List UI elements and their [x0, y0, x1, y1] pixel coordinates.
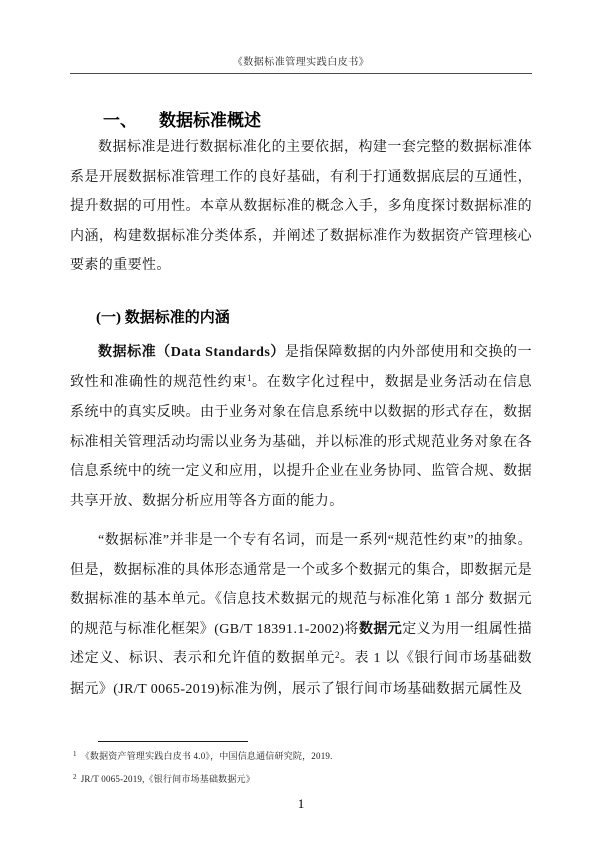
footnote [73, 750, 513, 763]
subsection-title: (一) 数据标准的内涵 [96, 310, 230, 327]
subsection-heading [96, 306, 230, 327]
page-number: 1 [297, 796, 305, 811]
paragraph-text: 是指保障数据的内外部使用和交换的一致性和准确性的规范性约束 [70, 345, 532, 390]
heading-title: 数据标准概述 [159, 111, 261, 131]
footnote-separator [98, 741, 248, 742]
footnote-marker: 1 [73, 749, 77, 758]
paragraph-text: 。表 1 以《银行间市场基础数据元》(JR/T 0065-2019)标准为例，展示了银行间市场基础数据元属性及 [70, 651, 533, 697]
paragraph-text: 。在数字化过程中，数据是业务活动在信息系统中的真实反映。由于业务对象在信息系统中以数据的形式存在，数据标准相关管理活动均需以业务为基础，并以标准的形式规范业务对象在各信息系统中的统一定义和应用，以提升企业在业务协同、监管合规、数据共享开放、数据分析应用等各方面的能力。 [70, 374, 532, 509]
paragraph-text: 定义为用一组属性描述定义、标识、表示和允许值的数据单元 [70, 621, 533, 666]
paragraph-intro [70, 133, 532, 281]
footnote-marker: 2 [73, 772, 77, 781]
footnote-ref-2: 2 [335, 649, 340, 660]
page-header [70, 53, 532, 74]
bold-term-data-element: 数据元 [358, 621, 403, 637]
footnote-text: JR/T 0065-2019,《银行间市场基础数据元》 [80, 774, 255, 784]
paragraph-data-element [70, 526, 532, 704]
heading-number: 一、 [103, 111, 137, 131]
footnote-text: 《数据资产管理实践白皮书 4.0》，中国信息通信研究院，2019. [80, 751, 333, 761]
bold-term-data-standards: 数据标准（Data Standards） [98, 345, 285, 360]
paragraph-text: 数据标准是进行数据标准化的主要依据，构建一套完整的数据标准体系是开展数据标准管理工作的良好基础，有利于打通数据底层的互通性，提升数据的可用性。本章从数据标准的概念入手，多角度探讨数据标准的内涵，构建数据标准分类体系，并阐述了数据标准作为数据资产管理核心要素的重要性。 [70, 140, 532, 273]
header-title: 《数据标准管理实践白皮书》 [232, 57, 370, 68]
paragraph-text: “数据标准”并非是一个专有名词，而是一系列“规范性约束”的抽象。但是，数据标准的具体形态通常是一个或多个数据元的集合，即数据元是数据标准的基本单元。《信息技术数据元的规范与标准化第 1 部分 数据元的规范与标准化框架》(GB/T 18391.1-2002)将 [70, 533, 532, 637]
section-heading [103, 106, 261, 131]
footnote [73, 773, 513, 786]
paragraph-definition [70, 338, 532, 516]
footnote-ref-1: 1 [247, 373, 252, 384]
